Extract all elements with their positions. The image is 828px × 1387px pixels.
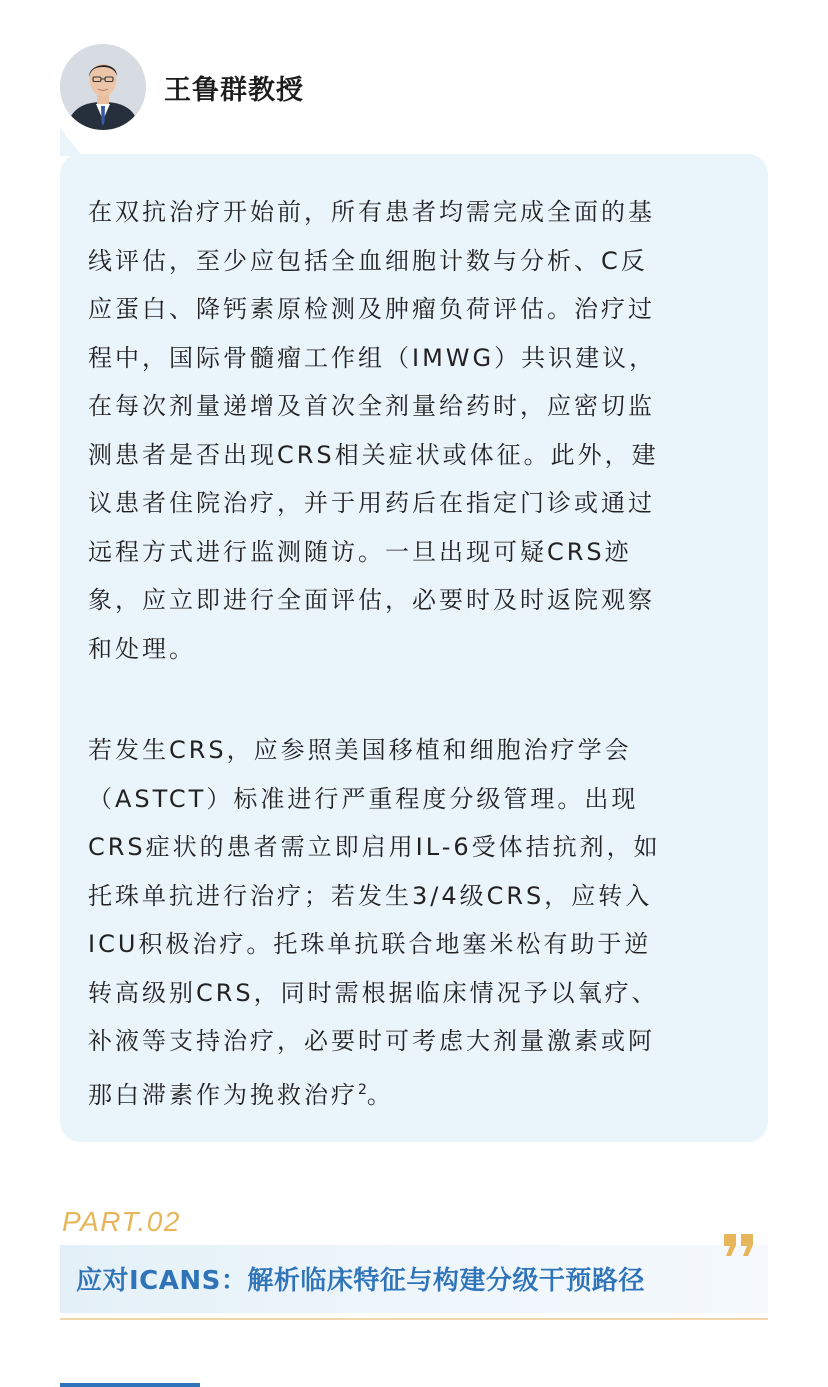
card-paragraph-2-end: 。: [366, 1080, 394, 1109]
section-title: 应对ICANS：解析临床特征与构建分级干预路径: [76, 1266, 645, 1296]
card-paragraph-2: [88, 726, 744, 1119]
next-section-accent: [60, 1383, 200, 1387]
author-header: [60, 44, 304, 130]
double-quote-icon: [722, 1234, 756, 1256]
section-divider: [60, 1318, 768, 1320]
avatar: [60, 44, 146, 130]
part-label: PART.02: [62, 1206, 181, 1237]
card-paragraph-2-text: 若发生CRS，应参照美国移植和细胞治疗学会 （ASTCT）标准进行严重程度分级管理。出现 CRS症状的患者需立即启用IL-6受体拮抗剂，如 托珠单抗进行治疗；若发生3/4级CRS，应转入 ICU积极治疗。托珠单抗联合地塞米松有助于逆 转高级别CRS，同时需根据临床情况予以氧疗、 补液等支持治疗，必要时可考虑大剂量激素或阿 那白滞素作为挽救治疗: [88, 736, 661, 1109]
card-paragraph-1: 在双抗治疗开始前，所有患者均需完成全面的基 线评估，至少应包括全血细胞计数与分析、C反 应蛋白、降钙素原检测及肿瘤负荷评估。治疗过 程中，国际骨髓瘤工作组（IMWG）共识建议， 在每次剂量递增及首次全剂量给药时，应密切监 测患者是否出现CRS相关症状或体征。此外，建 议患者住院治疗，并于用药后在指定门诊或通过 远程方式进行监测随访。一旦出现可疑CRS迹 象，应立即进行全面评估，必要时及时返院观察 和处理。: [88, 198, 659, 663]
section-title-bar: [60, 1245, 768, 1313]
quote-card: [60, 154, 768, 1142]
speech-bubble-tail: [60, 128, 82, 156]
portrait-photo-icon: [60, 44, 146, 130]
author-name: 王鲁群教授: [164, 74, 304, 106]
reference-number: 2: [358, 1081, 367, 1098]
